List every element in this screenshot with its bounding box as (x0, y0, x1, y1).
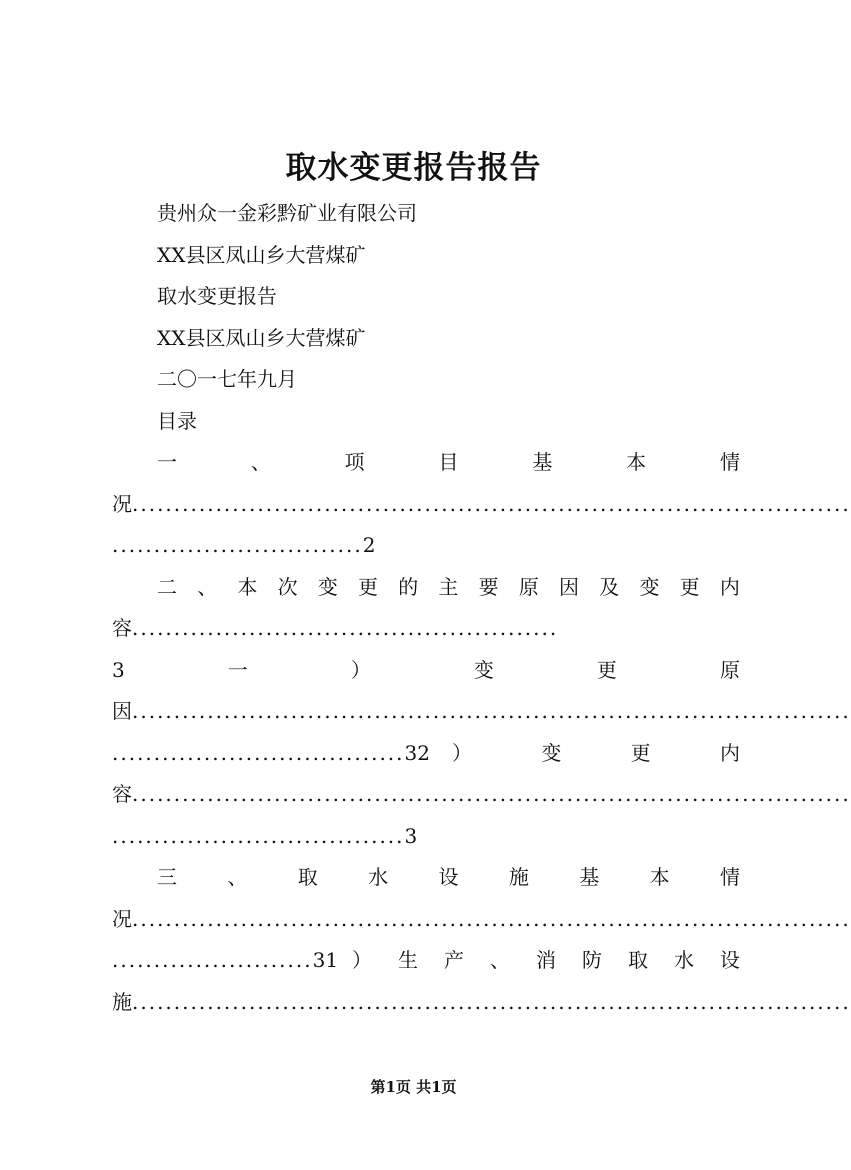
toc-item-2-2-head: ................................... 3 2 ） 变 更 内 (112, 733, 740, 775)
toc-item-2-2-page: ................................... 3 (112, 816, 740, 858)
toc-item-1-head: 一 、 项 目 基 本 情 (157, 450, 740, 474)
toc-item-2-page-number: 3 (112, 657, 125, 682)
toc-item-2-head: 二 、 本 次 变 更 的 主 要 原 因 及 变 更 内 (157, 574, 740, 599)
toc-item-3-leader: 况 ...................................................................................... (112, 906, 851, 931)
toc-item-3-1-chars: ） 生 产 、 消 防 取 水 设 (352, 948, 740, 972)
cover-mine-name-repeat: XX县区凤山乡大营煤矿 (157, 325, 366, 350)
toc-heading: 目录 (157, 408, 197, 433)
toc-item-1-leader: 况 ...................................................................................... (112, 491, 851, 516)
toc-item-2-2-page-number: 3 (404, 823, 418, 848)
toc-item-2-1-head: 3 一 ） 变 更 原 (112, 650, 740, 692)
toc-item-2-2-chars: ） 变 更 内 (451, 740, 740, 765)
toc-item-1-page-number: 2 (362, 533, 376, 557)
cover-mine-name: XX县区凤山乡大营煤矿 (157, 242, 366, 267)
toc-item-3-head: 三 、 取 水 设 施 基 本 情 (157, 865, 740, 889)
toc-item-2-2-leader: 容 ...................................................................................... (112, 782, 851, 806)
cover-date: 二〇一七年九月 (157, 367, 297, 391)
toc-item-3-1-head: ........................ 3 1 ） 生 产 、 消 防 取 水 设 (112, 940, 740, 982)
document-title: 取水变更报告报告 (285, 150, 542, 186)
document-body (112, 193, 851, 1023)
toc-item-2-1-page-number: 3 (404, 740, 418, 765)
cover-company: 贵州众一金彩黔矿业有限公司 (157, 201, 417, 225)
toc-item-2-1-leader: 因 ...................................................................................... (112, 699, 851, 723)
page-footer: 第1页 共1页 (370, 1078, 457, 1096)
toc-item-2-leader: 容 ................................................... (112, 616, 559, 640)
toc-item-1-page: .............................. 2 (112, 525, 740, 567)
toc-item-3-1-leader: 施 ...................................................................................... (112, 989, 851, 1014)
cover-report-name: 取水变更报告 (157, 284, 277, 308)
toc-item-3-page-number: 3 (312, 948, 326, 972)
